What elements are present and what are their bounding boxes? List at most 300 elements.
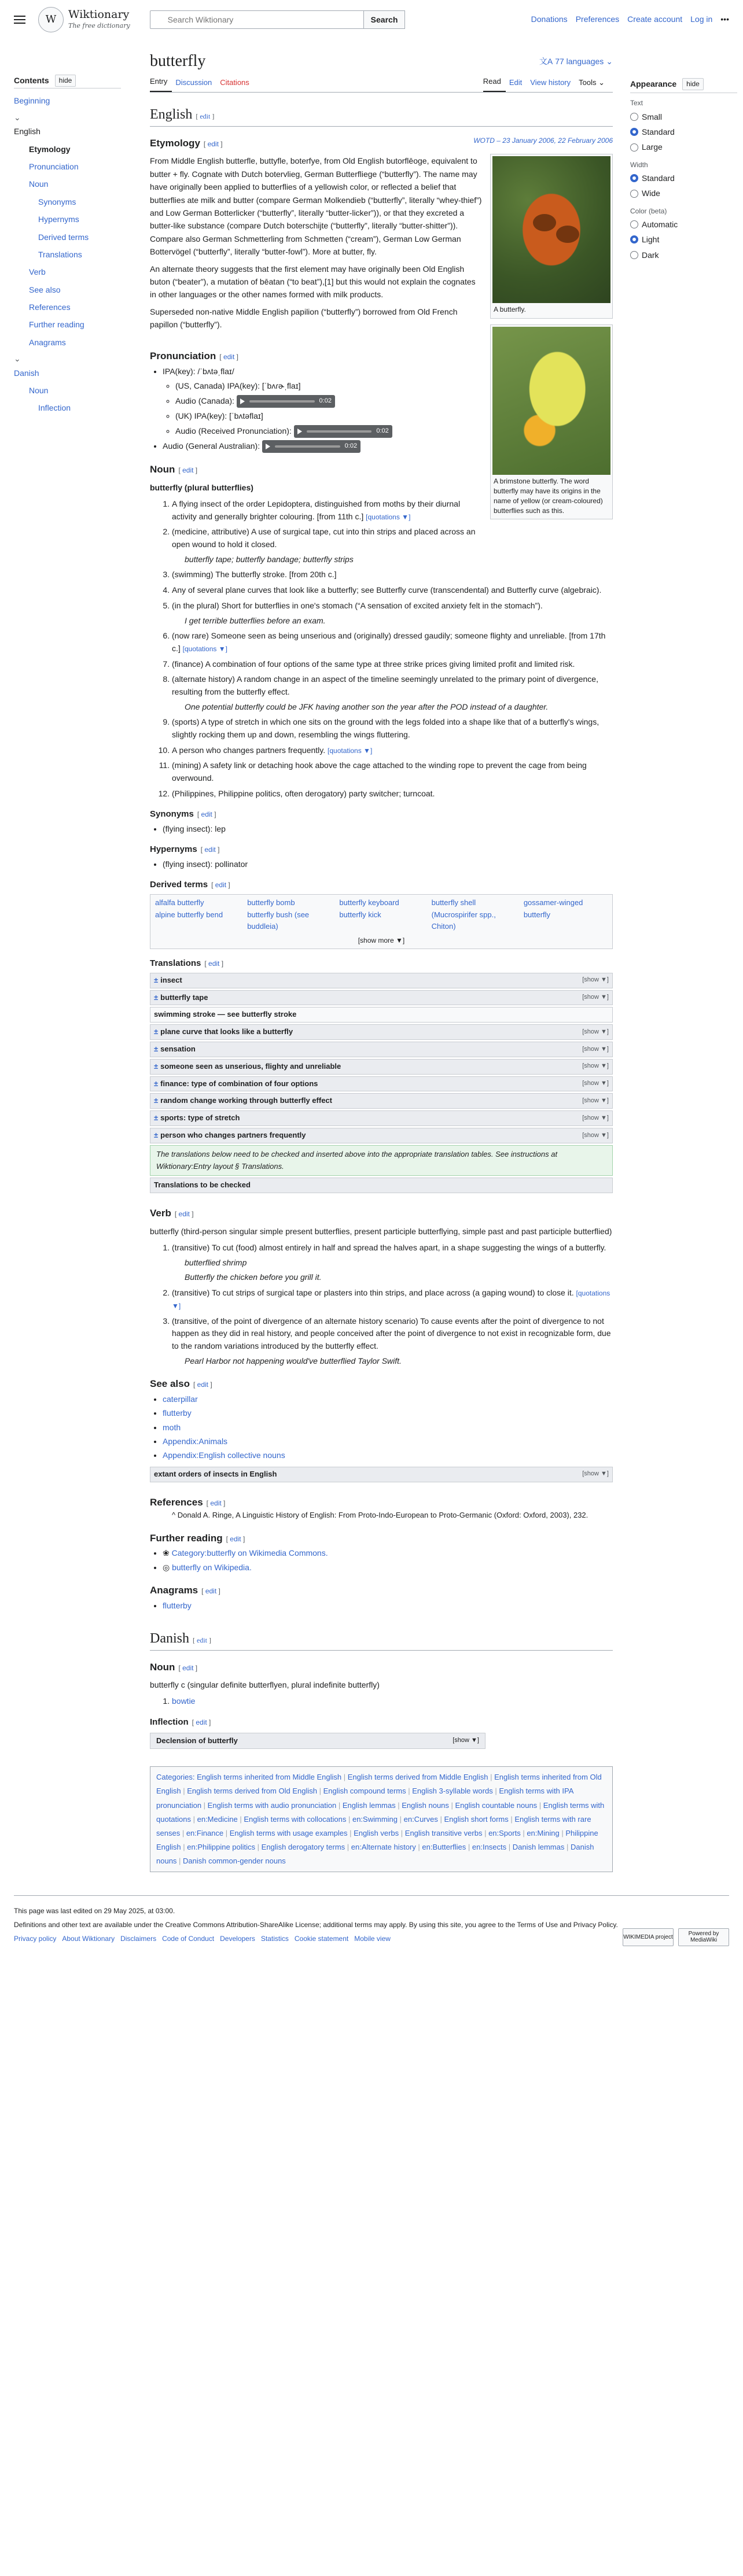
definition-text: (transitive) To cut strips of surgical tape or plasters into thin strips, and place across (a gaping wound) to close it. [172,1288,574,1298]
toc-item-translations[interactable]: Translations [38,249,82,259]
see-also-list [163,1393,613,1462]
tab-entry[interactable]: Entry [150,76,172,93]
see-also-heading [150,1376,613,1392]
edit-link[interactable]: edit [210,1499,222,1507]
radio-label: Wide [642,189,660,198]
category-link[interactable]: en:Alternate history [351,1842,416,1851]
see-also-link[interactable]: Appendix:English collective nouns [163,1451,285,1460]
play-icon[interactable] [297,429,302,434]
noun-headword: butterfly (plural butterflies) [150,482,253,492]
edit-section: [ edit ] [203,139,223,148]
category-link[interactable]: English verbs [354,1828,399,1837]
toc-title: Contents [14,76,49,85]
site-title: Wiktionary [68,8,130,21]
derived-term[interactable]: alfalfa butterfly [155,898,204,907]
separator: | [336,1800,343,1810]
category-link[interactable]: Philippine English [156,1828,598,1851]
translate-icon: 文A [539,57,553,67]
tab-read[interactable]: Read [483,76,506,93]
radio-width-wide[interactable] [630,186,737,201]
category-link[interactable]: English terms inherited from Old English [156,1773,602,1796]
personal-tools [531,13,729,25]
definition [172,658,613,671]
table-of-contents [14,73,121,417]
edit-link[interactable]: edit [201,810,212,819]
declension-table[interactable] [150,1733,485,1750]
see-also-link[interactable]: moth [163,1422,181,1432]
definition-text: (medicine, attributive) A use of surgical tape, cut into thin strips and placed across an open wound to hold it closed. [172,527,476,549]
edit-section: [ edit ] [226,1534,245,1543]
edit-link[interactable]: edit [230,1534,241,1543]
toc-header [14,73,121,88]
commons-link[interactable]: Category:butterfly on Wikimedia Commons. [171,1548,328,1558]
category-link[interactable]: English terms with IPA pronunciation [156,1787,573,1810]
category-link[interactable]: Danish lemmas [512,1842,565,1851]
toc-item-synonyms[interactable]: Synonyms [38,197,76,206]
derived-term[interactable]: butterfly bush (see buddleia) [247,910,310,931]
etymology-title: Etymology [150,137,200,149]
tab-view-history[interactable]: View history [530,77,571,87]
derived-terms-heading [150,879,613,892]
radio-small[interactable] [630,109,737,124]
radio-label: Standard [642,173,675,183]
category-link[interactable]: Danish common-gender nouns [183,1856,286,1865]
separator: | [406,1787,413,1796]
see-also-link[interactable]: flutterby [163,1408,192,1418]
show-toggle[interactable]: [show ▼] [582,1114,609,1121]
category-link[interactable]: en:Finance [186,1828,224,1837]
verb-headword: butterfly (third-person singular simple present butterflies, present participle butterflying, simple past and past participle butterflied) [150,1226,612,1236]
language-button[interactable] [539,56,613,67]
toc-item-pronunciation[interactable]: Pronunciation [29,161,79,171]
usage-example: One potential butterfly could be JFK having another son the year after the POD instead of a daughter. [185,702,549,711]
appearance-header [630,77,737,93]
further-reading-heading [150,1531,613,1546]
toc-item-danish-noun[interactable]: Noun [29,386,49,396]
edit-link[interactable]: edit [182,1663,194,1672]
usage-example: Pearl Harbor not happening would've butterflied Taylor Swift. [185,1356,402,1365]
category-link[interactable]: en:Philippine politics [187,1842,256,1851]
tab-discussion[interactable]: Discussion [175,77,212,87]
quotations-toggle[interactable]: [quotations ▼] [182,644,227,653]
definition [172,744,613,757]
derived-term[interactable]: alpine butterfly bend [155,910,223,919]
audio-label: Audio (Canada): [175,396,234,405]
noun-definitions [172,498,613,800]
definition-text: A flying insect of the order Lepidoptera, distinguished from moths by their diurnal activity and generally brighter colouring. [from 11th c.] [172,499,461,521]
ipa-us: ◦ (US, Canada) IPA(key): [ˈbʌɾɚˌflaɪ] [175,379,613,392]
see-also-link[interactable]: caterpillar [163,1394,198,1404]
toc-hide-button[interactable]: hide [55,75,76,87]
show-toggle[interactable]: [show ▼] [582,1097,609,1104]
footer-badges [623,1928,729,1946]
anagrams-title: Anagrams [150,1585,198,1596]
footer-link[interactable]: About Wiktionary [62,1934,115,1943]
toc-item-see-also[interactable]: See also [29,285,61,294]
wikimedia-badge[interactable]: WIKIMEDIA project [623,1928,674,1946]
definition-text: Any of several plane curves that look like a butterfly; see Butterfly curve (transcendental) and Butterfly curve (algebraic). [172,585,602,595]
category-link[interactable]: English terms with audio pronunciation [207,1800,337,1810]
edit-link[interactable]: edit [178,1210,190,1219]
definition [172,600,613,627]
usage-example: butterflied shrimp [185,1257,247,1267]
hypernyms-heading [150,843,613,857]
play-icon[interactable] [266,444,270,449]
translation-gloss: butterfly tape [160,992,208,1002]
usage-example: butterfly tape; butterfly bandage; butterfly strips [185,554,354,564]
translation-gloss: Translations to be checked [154,1180,251,1190]
definition-text: (transitive, of the point of divergence of an alternate history scenario) To cause events after the point of divergence to not happen as they did in real history, and people conceived after the point of divergence to not exist in recognizable form, due to the random variations introduced by the butterfly effect. [172,1316,611,1350]
navbox-title: extant orders of insects in English [154,1469,277,1478]
category-link[interactable]: English derogatory terms [261,1842,345,1851]
toc-item-further-reading[interactable]: Further reading [29,320,84,330]
definition [172,526,613,566]
category-link[interactable]: en:Medicine [197,1814,238,1824]
category-link[interactable]: English countable nouns [455,1800,538,1810]
quotations-toggle[interactable]: [quotations ▼] [328,746,373,755]
derived-term[interactable]: butterfly bomb [247,898,295,907]
color-label: Color (beta) [630,206,667,215]
footer-link[interactable]: Mobile view [354,1934,391,1943]
radio-color-dark[interactable] [630,248,737,263]
translation-table[interactable]: ± random change working through butterfly effect [show ▼] [150,1093,613,1109]
category-link[interactable]: en:Curves [403,1814,438,1824]
category-link[interactable]: English terms derived from Middle English [347,1773,488,1782]
translations-to-be-checked[interactable] [150,1178,613,1193]
quotations-toggle[interactable]: [quotations ▼] [366,512,411,521]
edit-section: [ edit ] [197,810,216,819]
definition-text: (finance) A combination of four options of the same type at three strike prices giving limited profit and limited risk. [172,659,575,669]
edit-section: [ edit ] [178,1663,198,1672]
page-title-row [150,51,613,72]
show-toggle[interactable]: [show ▼] [582,1062,609,1070]
toc-item-derived-terms[interactable]: Derived terms [38,232,89,242]
category-link[interactable]: English terms inherited from Middle English [197,1773,342,1782]
separator: | [564,1842,571,1851]
separator: | [346,1814,352,1824]
translation-table[interactable]: ± someone seen as unserious, flighty and unreliable [show ▼] [150,1059,613,1075]
radio-color-light[interactable] [630,232,737,247]
edit-section: [ edit ] [200,846,220,854]
edit-section: [ edit ] [219,352,238,361]
audio-duration: 0:02 [376,427,389,435]
footer-link[interactable]: Developers [220,1934,255,1943]
tools-menu[interactable]: Tools ⌄ [579,77,605,87]
radio-label: Small [642,112,663,121]
radio-large[interactable] [630,139,737,154]
wotd-note[interactable]: WOTD – 23 January 2006, 22 February 2006 [473,136,613,145]
derived-terms-box [150,894,613,950]
definition [172,569,613,581]
separator: | [448,1800,455,1810]
wiktionary-logo-icon: W [38,7,64,32]
separator: | [223,1828,230,1837]
verb-heading [150,1206,613,1221]
category-link[interactable]: English transitive verbs [404,1828,483,1837]
edit-link[interactable]: edit [208,959,220,968]
category-link[interactable]: English lemmas [342,1800,396,1810]
audio-label: Audio (General Australian): [163,441,260,451]
translation-table[interactable]: ± sensation [show ▼] [150,1042,613,1057]
edit-link[interactable]: edit [197,1381,209,1389]
show-toggle[interactable]: [show ▼] [582,976,609,984]
separator: | [559,1828,566,1837]
category-link[interactable]: Danish nouns [156,1842,594,1865]
audio-duration: 0:02 [344,442,358,450]
category-link[interactable]: English terms derived from Old English [187,1787,317,1796]
brimstone-butterfly-image[interactable] [492,327,610,475]
ipa-uk: ◦ (UK) IPA(key): [ˈbʌtəflaɪ] [175,409,613,422]
definition [172,1315,613,1368]
edit-link[interactable]: edit [196,1718,207,1727]
hypernym-item: • (flying insect): pollinator [163,858,613,870]
edit-link[interactable]: edit [205,1587,217,1596]
audio-player[interactable] [262,440,361,453]
separator: | [415,1842,422,1851]
translation-table[interactable]: ± butterfly tape [show ▼] [150,990,613,1006]
derived-term[interactable]: butterfly kick [339,910,381,919]
show-toggle[interactable]: [show ▼] [582,1131,609,1139]
footer [14,1895,729,1946]
site-subtitle: The free dictionary [68,21,130,29]
category-link[interactable]: en:Mining [527,1828,560,1837]
radio-width-standard[interactable] [630,171,737,186]
edit-link[interactable]: edit [182,466,194,475]
radio-color-automatic[interactable] [630,217,737,232]
show-toggle[interactable]: [show ▼] [582,1470,609,1478]
edit-link[interactable]: edit [223,352,235,361]
radio-label: Large [642,142,663,152]
english-heading [150,105,613,127]
menu-icon[interactable] [14,16,25,24]
image-caption: A brimstone butterfly. The word butterfly may have its origins in the name of yellow (or cream-coloured) butterflies such as this. [494,477,603,515]
categories-label[interactable]: Categories: [156,1773,195,1782]
definition [172,630,613,655]
login-link[interactable]: Log in [690,14,713,24]
audio-label: Audio (Received Pronunciation): [175,426,292,436]
toc-toggle-icon[interactable]: ⌄ [14,354,21,364]
category-link[interactable]: en:Swimming [352,1814,398,1824]
edit-section: [ edit ] [193,1381,212,1389]
toc-item-beginning[interactable]: Beginning [14,96,50,106]
further-reading-list [163,1547,613,1574]
edit-section: [ edit ] [174,1210,194,1219]
show-toggle[interactable]: [show ▼] [582,994,609,1001]
separator: | [347,1828,354,1837]
edit-link[interactable]: edit [215,881,227,890]
translation-gloss: insect [160,975,182,984]
more-options-icon[interactable]: ••• [720,14,729,24]
separator: | [341,1773,348,1782]
footer-link[interactable]: Cookie statement [294,1934,349,1943]
audio-duration: 0:02 [319,397,332,405]
toc-item-hypernyms[interactable]: Hypernyms [38,215,79,224]
definition [172,1287,613,1312]
separator: | [492,1787,499,1796]
show-more-button[interactable]: [show more ▼] [358,936,405,945]
toc-item-danish[interactable]: Danish [14,368,39,378]
search-button[interactable]: Search [364,10,406,29]
translation-table[interactable]: ± finance: type of combination of four options [show ▼] [150,1076,613,1092]
danish-title: Danish [150,1630,189,1646]
page-tabs [150,75,613,93]
etymology-paragraph: Superseded non-native Middle English papilion (“butterfly”) borrowed from Old French papillon (“butterfly”). [150,307,458,330]
definition-link[interactable]: bowtie [172,1696,196,1706]
tab-citations[interactable]: Citations [220,77,249,87]
definition-text: (mining) A safety link or detaching hook above the cage attached to the winding rope to prevent the cage from being overwound. [172,761,587,783]
play-icon[interactable] [240,398,245,404]
edit-link[interactable]: edit [197,1636,207,1644]
translation-gloss: random change working through butterfly effect [160,1096,332,1105]
category-link[interactable]: English terms with rare senses [156,1814,591,1837]
donations-link[interactable]: Donations [531,14,568,24]
toc-item-verb[interactable]: Verb [29,267,46,277]
footer-link[interactable]: Disclaimers [120,1934,157,1943]
appearance-panel [630,39,737,1872]
categories-box [150,1766,613,1872]
separator: | [488,1773,495,1782]
separator: | [466,1842,472,1851]
appearance-title: Appearance [630,79,677,88]
definition [172,759,613,784]
danish-noun-title: Noun [150,1661,175,1673]
category-link[interactable]: en:Butterflies [422,1842,466,1851]
page-title: butterfly [150,52,206,70]
definition-text: (now rare) Someone seen as being unserious and (originally) dressed gaudily; someone flighty and unreliable. [from 17th c.] [172,631,606,653]
show-toggle[interactable]: [show ▼] [453,1737,479,1744]
appearance-hide-button[interactable]: hide [682,78,704,90]
edit-link[interactable]: edit [207,139,219,148]
derived-term[interactable]: gossamer-winged butterfly [523,898,583,919]
toc-item-references[interactable]: References [29,302,71,312]
danish-noun-heading [150,1660,613,1675]
thumbnail [490,154,613,319]
left-sidebar [14,39,121,1872]
derived-term[interactable]: butterfly shell (Mucrospirifer spp., Chiton) [431,898,496,931]
mediawiki-badge[interactable]: Powered by MediaWiki [678,1928,729,1946]
category-link[interactable]: English 3-syllable words [412,1787,493,1796]
translation-table[interactable]: ± sports: type of stretch [show ▼] [150,1110,613,1126]
translations-title: Translations [150,958,201,969]
toc-item-anagrams[interactable]: Anagrams [29,337,66,347]
category-link[interactable]: English terms with usage examples [229,1828,348,1837]
text-size-label: Text [630,99,643,108]
category-link[interactable]: en:Sports [488,1828,521,1837]
butterfly-image[interactable] [492,156,610,303]
translation-gloss: person who changes partners frequently [160,1130,306,1139]
show-toggle[interactable]: [show ▼] [582,1045,609,1053]
separator: | [191,1814,197,1824]
tab-edit[interactable]: Edit [509,77,523,87]
category-link[interactable]: English terms with quotations [156,1800,605,1824]
create-account-link[interactable]: Create account [627,14,683,24]
main-content [150,39,613,1872]
search-form [150,10,406,29]
category-link[interactable]: English short forms [444,1814,509,1824]
separator: | [181,1787,187,1796]
toc-item-inflection[interactable]: Inflection [38,403,71,413]
hypernyms-title: Hypernyms [150,844,197,855]
translation-table [150,1007,613,1023]
last-edited: This page was last edited on 29 May 2025, at 03:00. [14,1906,175,1915]
category-link[interactable]: English compound terms [323,1787,406,1796]
separator: | [237,1814,244,1824]
header [0,0,743,39]
pronunciation-title: Pronunciation [150,350,216,361]
translation-gloss: swimming stroke — see butterfly stroke [154,1010,297,1019]
category-link[interactable]: en:Insects [472,1842,507,1851]
separator: | [345,1842,351,1851]
toc-item-etymology[interactable]: Etymology [29,144,71,154]
footer-link[interactable]: Privacy policy [14,1934,57,1943]
usage-example: Butterfly the chicken before you grill it. [185,1272,322,1282]
edit-section: [ edit ] [206,1499,226,1507]
translation-table[interactable]: ± plane curve that looks like a butterfly [show ▼] [150,1024,613,1040]
category-link[interactable]: English terms with collocations [244,1814,347,1824]
inflection-title: Inflection [150,1717,189,1728]
translation-gloss: finance: type of combination of four options [160,1079,318,1088]
tools-label: Tools [579,77,597,87]
translation-gloss: sports: type of stretch [160,1113,240,1123]
preferences-link[interactable]: Preferences [575,14,620,24]
wikipedia-link[interactable]: butterfly on Wikipedia. [172,1562,252,1572]
references-title: References [150,1496,203,1508]
translation-table[interactable]: ± insect [show ▼] [150,973,613,988]
english-title: English [150,107,193,123]
commons-icon: ❀ [163,1548,172,1558]
translations-heading [150,957,613,970]
site-logo[interactable] [38,7,130,32]
edit-link[interactable]: edit [200,112,211,121]
footer-link[interactable]: Statistics [260,1934,289,1943]
definition-text: (in the plural) Short for butterflies in one's stomach (“A sensation of excited anxiety felt in the stomach”). [172,600,543,610]
edit-link[interactable]: edit [204,846,216,854]
translation-check-note: The translations below need to be checked and inserted above into the appropriate translation tables. See instructions at Wiktionary:Entry layout § Translations. [150,1145,613,1176]
wikipedia-icon: ◎ [163,1562,172,1572]
edit-section: [ edit ] [196,112,215,121]
derived-term[interactable]: butterfly keyboard [339,898,399,907]
definition-text: A person who changes partners frequently. [172,745,326,755]
derived-terms-title: Derived terms [150,880,208,890]
toc-item-noun[interactable]: Noun [29,179,49,189]
thumbnail [490,324,613,519]
definition [172,673,613,713]
footer-link[interactable]: Code of Conduct [162,1934,215,1943]
translation-gloss: sensation [160,1045,196,1053]
declension-title: Declension of butterfly [156,1736,238,1745]
toc-toggle-icon[interactable]: ⌄ [14,112,21,122]
audio-player[interactable] [294,425,392,438]
insect-orders-navbox[interactable] [150,1467,613,1482]
radio-standard[interactable] [630,124,737,139]
edit-section: [ edit ] [193,1636,211,1644]
see-also-link[interactable]: Appendix:Animals [163,1436,228,1446]
translation-table[interactable]: ± person who changes partners frequently [show ▼] [150,1128,613,1143]
toc-item-english[interactable]: English [14,127,41,136]
definition-text: (alternate history) A random change in an aspect of the timeline seemingly unrelated to the primary point of divergence, resulting from the butterfly effect. [172,674,598,696]
anagram-link[interactable]: flutterby [163,1600,192,1610]
edit-section: [ edit ] [211,881,230,890]
quotations-toggle[interactable]: [quotations ▼] [172,1289,610,1310]
radio-label: Automatic [642,219,678,229]
show-toggle[interactable]: [show ▼] [582,1080,609,1087]
show-toggle[interactable]: [show ▼] [582,1028,609,1035]
inflection-heading [150,1716,613,1729]
category-link[interactable]: English nouns [402,1800,449,1810]
audio-player[interactable] [237,395,335,408]
definition [172,1242,613,1284]
search-input[interactable] [150,10,364,29]
